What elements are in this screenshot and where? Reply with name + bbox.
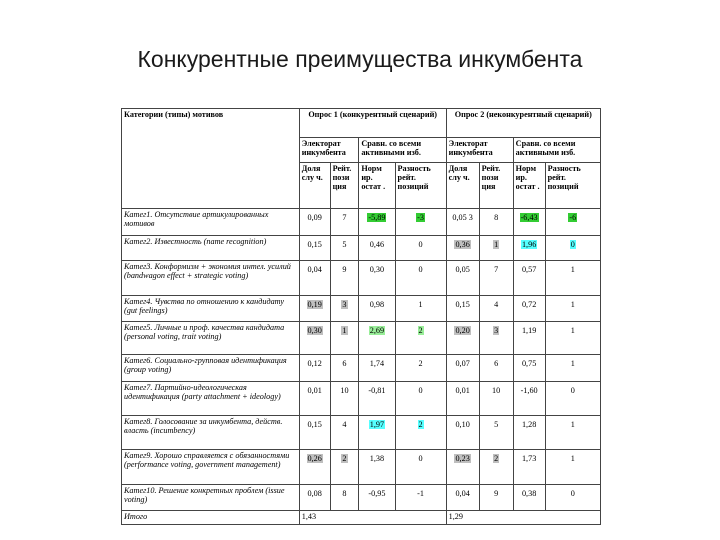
- value-text: 0,23: [455, 454, 470, 464]
- value-text: 9: [494, 488, 499, 498]
- value-text: 2: [418, 419, 423, 429]
- value-text: 10: [492, 385, 501, 395]
- table-row: [122, 261, 601, 295]
- value-text: 2: [418, 359, 423, 369]
- value-text: -6,43: [520, 212, 538, 222]
- value-cell: [545, 355, 600, 381]
- value-cell: [446, 450, 479, 484]
- value-text: 1: [570, 326, 575, 335]
- value-cell: [479, 208, 513, 235]
- value-cell: [330, 381, 359, 415]
- header-rating-diff-1: Разность рейт. позиций: [395, 162, 446, 208]
- value-cell: [330, 261, 359, 295]
- value-cell: [545, 322, 600, 355]
- value-text: 0: [570, 385, 575, 395]
- value-cell: [446, 484, 479, 510]
- header-survey1: Опрос 1 (конкурентный сценарий): [299, 109, 446, 138]
- value-text: 3: [494, 326, 499, 335]
- category-cell: Катег9. Хорошо справляется с обязанностями (performance voting, government management): [122, 450, 300, 484]
- category-cell: Катег4. Чувства по отношению к кандидату (gut feelings): [122, 295, 300, 321]
- table-row: [122, 208, 601, 235]
- category-cell: Катег2. Известность (name recognition): [122, 236, 300, 261]
- header-electorate-2: Электорат инкумбента: [446, 138, 513, 162]
- category-cell: Катег8. Голосование за инкумбента, действ. власть (incumbency): [122, 415, 300, 449]
- total-survey2: 1,29: [446, 510, 600, 524]
- value-cell: [395, 484, 446, 510]
- motives-table: [121, 108, 601, 525]
- value-text: 0,05: [455, 265, 470, 275]
- value-cell: [330, 450, 359, 484]
- value-text: -0,81: [368, 385, 386, 395]
- value-cell: [513, 236, 545, 261]
- value-cell: [330, 236, 359, 261]
- value-text: 0: [570, 240, 575, 250]
- header-norm-resid-1: Норм ир. остат .: [359, 162, 395, 208]
- value-cell: [359, 355, 395, 381]
- value-cell: [395, 208, 446, 235]
- value-text: 0,15: [307, 240, 322, 250]
- value-text: 7: [342, 212, 347, 222]
- value-text: 0,10: [455, 419, 470, 429]
- value-cell: [299, 261, 330, 295]
- value-text: 0,04: [455, 488, 470, 498]
- value-cell: [513, 484, 545, 510]
- value-cell: [446, 381, 479, 415]
- header-categories: Категории (типы) мотивов: [122, 109, 300, 209]
- value-cell: [545, 381, 600, 415]
- value-text: 2,69: [369, 326, 385, 335]
- header-rating-diff-2: Разность рейт. позиций: [545, 162, 600, 208]
- value-cell: [395, 322, 446, 355]
- value-cell: [479, 261, 513, 295]
- category-cell: Катег10. Решение конкретных проблем (issue voting): [122, 484, 300, 510]
- value-cell: [446, 355, 479, 381]
- value-cell: [359, 208, 395, 235]
- value-text: 0,15: [307, 419, 322, 429]
- table-row: [122, 236, 601, 261]
- value-cell: [330, 415, 359, 449]
- value-cell: [359, 261, 395, 295]
- value-text: 0,38: [521, 488, 537, 498]
- total-survey1: 1,43: [299, 510, 446, 524]
- table-row: [122, 415, 601, 449]
- value-cell: [299, 415, 330, 449]
- value-cell: [479, 484, 513, 510]
- value-cell: [395, 236, 446, 261]
- value-cell: [359, 415, 395, 449]
- value-cell: [299, 322, 330, 355]
- value-text: 1,19: [521, 326, 537, 335]
- value-cell: [479, 355, 513, 381]
- value-cell: [513, 381, 545, 415]
- value-text: 0,98: [369, 299, 385, 309]
- value-cell: [446, 415, 479, 449]
- value-cell: [330, 295, 359, 321]
- category-cell: Катег7. Партийно-идеологическая идентификация (party attachment + ideology): [122, 381, 300, 415]
- value-text: 0,57: [521, 265, 537, 275]
- value-cell: [446, 322, 479, 355]
- value-cell: [545, 261, 600, 295]
- value-text: 8: [494, 212, 499, 222]
- value-text: 0,01: [455, 385, 470, 395]
- value-text: 3: [342, 299, 347, 309]
- value-text: 10: [340, 385, 349, 395]
- table-row: [122, 322, 601, 355]
- value-text: 0,01: [307, 385, 322, 395]
- value-cell: [395, 415, 446, 449]
- value-text: 1: [494, 240, 499, 250]
- value-cell: [545, 236, 600, 261]
- value-text: 9: [342, 265, 347, 275]
- value-cell: [513, 295, 545, 321]
- total-row: [122, 510, 601, 524]
- value-cell: [330, 322, 359, 355]
- value-cell: [359, 236, 395, 261]
- value-text: 0,20: [455, 326, 470, 335]
- value-cell: [395, 381, 446, 415]
- value-cell: [545, 415, 600, 449]
- header-norm-resid-2: Норм ир. остат .: [513, 162, 545, 208]
- header-compare-2: Сравн. со всеми активными изб.: [513, 138, 600, 162]
- value-cell: [299, 355, 330, 381]
- header-rating-pos-1: Рейт. пози ция: [330, 162, 359, 208]
- value-cell: [446, 295, 479, 321]
- value-text: 0,05 3: [452, 212, 473, 222]
- value-cell: [513, 450, 545, 484]
- value-text: 0,07: [455, 359, 470, 369]
- value-text: 1: [570, 265, 575, 275]
- value-cell: [299, 295, 330, 321]
- value-text: 0: [418, 240, 423, 250]
- value-text: 5: [342, 240, 347, 250]
- header-electorate-1: Электорат инкумбента: [299, 138, 359, 162]
- value-cell: [545, 208, 600, 235]
- value-text: -3: [417, 212, 424, 222]
- value-text: 0,75: [521, 359, 537, 369]
- value-cell: [395, 450, 446, 484]
- value-text: -0,95: [368, 488, 386, 498]
- value-text: -1: [417, 488, 424, 498]
- value-text: 7: [494, 265, 499, 275]
- header-rating-pos-2: Рейт. пози ция: [479, 162, 513, 208]
- value-text: 0,72: [521, 299, 537, 309]
- value-cell: [479, 295, 513, 321]
- value-cell: [513, 208, 545, 235]
- value-text: 0: [418, 454, 423, 464]
- value-cell: [545, 450, 600, 484]
- value-cell: [395, 295, 446, 321]
- value-cell: [479, 236, 513, 261]
- value-cell: [446, 236, 479, 261]
- slide-title: Конкурентные преимущества инкумбента: [137, 46, 583, 72]
- value-cell: [395, 355, 446, 381]
- value-text: 0,15: [455, 299, 470, 309]
- value-text: 0,30: [369, 265, 385, 275]
- value-cell: [545, 484, 600, 510]
- header-row-1: [122, 109, 601, 138]
- value-text: 2: [418, 326, 423, 335]
- value-text: 5: [494, 419, 499, 429]
- value-text: 1: [570, 299, 575, 309]
- value-text: -5,89: [368, 212, 386, 222]
- value-text: 1: [418, 299, 423, 309]
- category-cell: Катег5. Личные и проф. качества кандидата (personal voting, trait voting): [122, 322, 300, 355]
- value-cell: [446, 208, 479, 235]
- value-text: 0,19: [307, 299, 322, 309]
- value-cell: [299, 381, 330, 415]
- value-cell: [513, 415, 545, 449]
- value-cell: [513, 261, 545, 295]
- value-text: 1: [570, 419, 575, 429]
- value-text: 0,08: [307, 488, 322, 498]
- value-text: 0,30: [307, 326, 322, 335]
- category-cell: Катег6. Социально-групповая идентификация (group voting): [122, 355, 300, 381]
- value-cell: [299, 236, 330, 261]
- value-text: 0,04: [307, 265, 322, 275]
- value-text: 8: [342, 488, 347, 498]
- value-text: 0,09: [307, 212, 322, 222]
- header-compare-1: Сравн. со всеми активными изб.: [359, 138, 446, 162]
- value-text: 0,26: [307, 454, 322, 464]
- value-cell: [479, 415, 513, 449]
- value-text: 1,38: [369, 454, 385, 464]
- value-text: 1,74: [369, 359, 385, 369]
- value-text: 2: [342, 454, 347, 464]
- value-cell: [545, 295, 600, 321]
- table-row: [122, 484, 601, 510]
- header-share-1: Доля слу ч.: [299, 162, 330, 208]
- value-cell: [330, 355, 359, 381]
- value-text: 1,97: [369, 419, 385, 429]
- value-text: 0,36: [455, 240, 470, 250]
- value-cell: [330, 484, 359, 510]
- value-text: 1,96: [521, 240, 537, 250]
- total-label: Итого: [122, 510, 300, 524]
- value-cell: [299, 208, 330, 235]
- category-cell: Катег3. Конформизм + экономия интел. усилий (bandwagon effect + strategic voting): [122, 261, 300, 295]
- table-row: [122, 381, 601, 415]
- value-cell: [513, 355, 545, 381]
- value-cell: [359, 295, 395, 321]
- value-cell: [359, 322, 395, 355]
- value-text: 1,28: [521, 419, 537, 429]
- value-text: 1: [570, 359, 575, 369]
- value-text: 0: [570, 488, 575, 498]
- value-cell: [479, 381, 513, 415]
- value-cell: [359, 450, 395, 484]
- value-cell: [330, 208, 359, 235]
- value-text: 6: [342, 359, 347, 369]
- value-text: 4: [342, 419, 347, 429]
- value-cell: [479, 450, 513, 484]
- category-cell: Катег1. Отсутствие артикулированных мотивов: [122, 208, 300, 235]
- value-cell: [359, 484, 395, 510]
- value-text: -6: [569, 212, 577, 222]
- value-text: 1: [342, 326, 347, 335]
- value-cell: [299, 450, 330, 484]
- value-text: 1: [570, 454, 575, 464]
- value-cell: [479, 322, 513, 355]
- value-text: 0,12: [307, 359, 322, 369]
- value-cell: [299, 484, 330, 510]
- value-text: 0,46: [369, 240, 385, 250]
- value-text: -1,60: [520, 385, 538, 395]
- value-cell: [513, 322, 545, 355]
- value-cell: [359, 381, 395, 415]
- value-cell: [395, 261, 446, 295]
- value-text: 4: [494, 299, 499, 309]
- value-cell: [446, 261, 479, 295]
- header-survey2: Опрос 2 (неконкурентный сценарий): [446, 109, 600, 138]
- table-row: [122, 295, 601, 321]
- value-text: 1,73: [521, 454, 537, 464]
- value-text: 2: [494, 454, 499, 464]
- table-row: [122, 355, 601, 381]
- value-text: 0: [418, 265, 423, 275]
- value-text: 6: [494, 359, 499, 369]
- value-text: 0: [418, 385, 423, 395]
- table-row: [122, 450, 601, 484]
- header-share-2: Доля слу ч.: [446, 162, 479, 208]
